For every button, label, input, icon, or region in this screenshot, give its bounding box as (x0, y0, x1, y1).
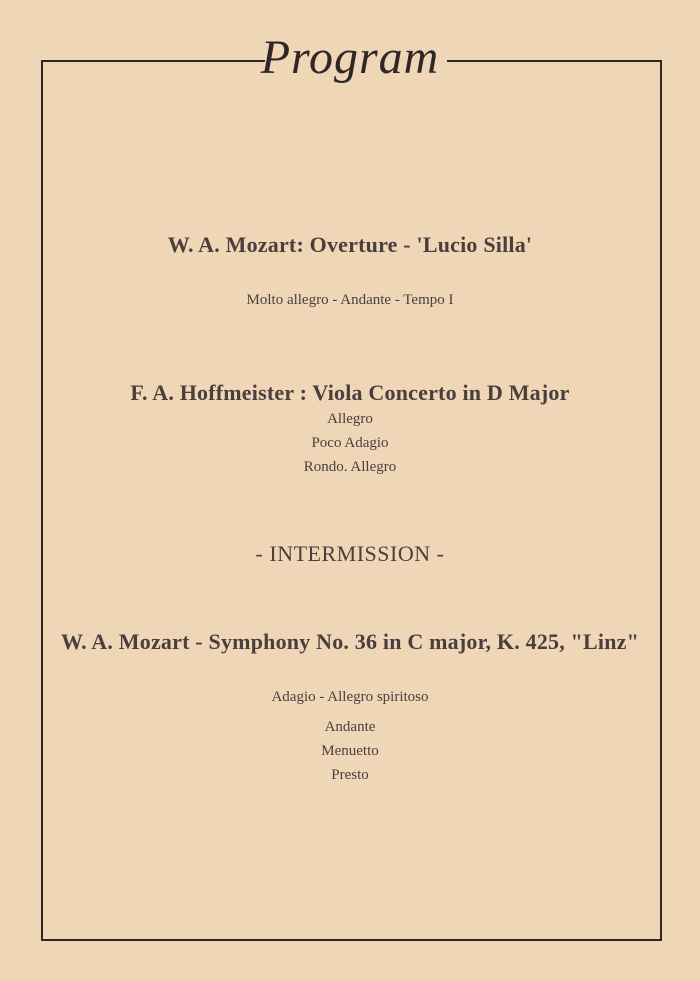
piece-3-movement-4: Presto (331, 767, 369, 783)
piece-1-heading: W. A. Mozart: Overture - 'Lucio Silla' (167, 232, 533, 257)
piece-2-movement-3: Rondo. Allegro (303, 459, 397, 475)
piece-3-movement-2: Andante (324, 719, 376, 735)
program-title: Program (260, 31, 440, 84)
piece-3-movement-1: Adagio - Allegro spiritoso (271, 689, 429, 705)
piece-2-movement-1: Allegro (327, 411, 373, 427)
piece-2-movement-2: Poco Adagio (311, 435, 389, 451)
piece-2-heading: F. A. Hoffmeister : Viola Concerto in D Major (130, 380, 570, 405)
program-frame (41, 60, 662, 941)
piece-3-heading: W. A. Mozart - Symphony No. 36 in C major, K. 425, "Linz" (60, 629, 640, 654)
piece-3-movement-3: Menuetto (321, 743, 379, 759)
piece-1-movement-1: Molto allegro - Andante - Tempo I (246, 292, 454, 308)
intermission-label: - INTERMISSION - (255, 541, 445, 566)
